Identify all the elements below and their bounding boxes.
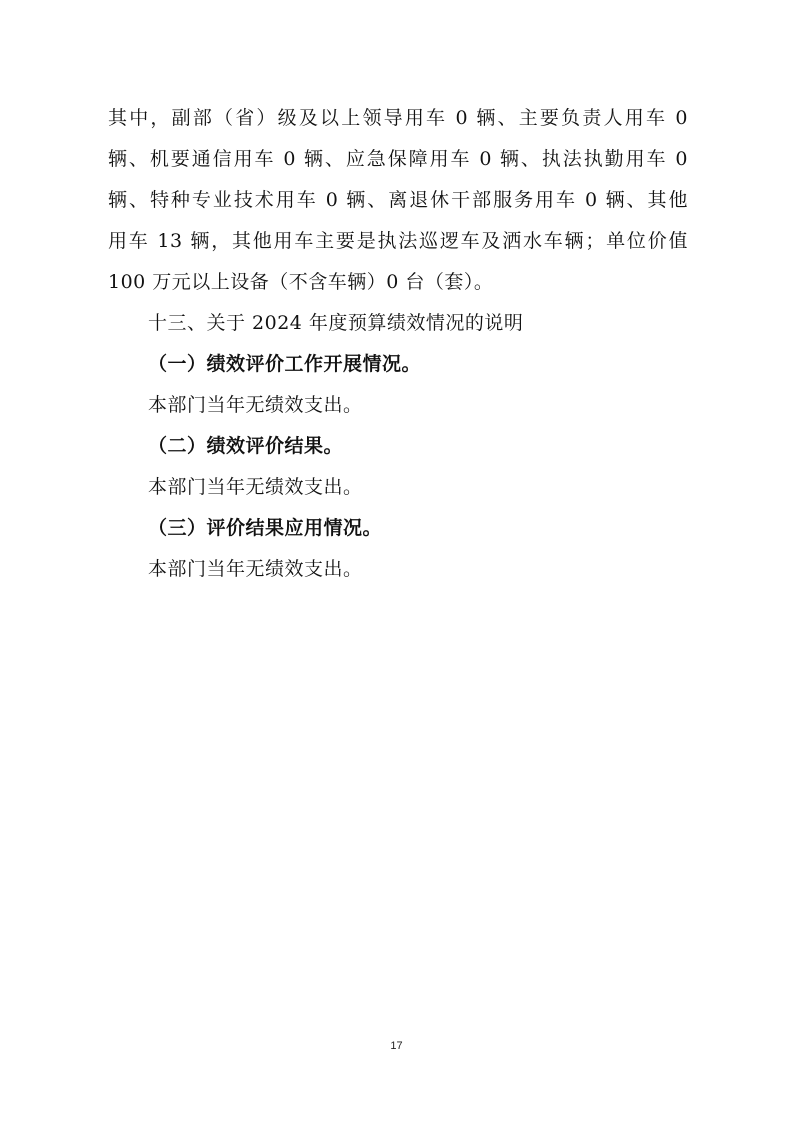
paragraph-line: 辆、机要通信用车 0 辆、应急保障用车 0 辆、执法执勤用车 0 — [108, 148, 688, 170]
subsection-body: 本部门当年无绩效支出。 — [148, 558, 363, 580]
paragraph-line: 用车 13 辆，其他用车主要是执法巡逻车及洒水车辆；单位价值 — [108, 230, 688, 252]
page-number: 17 — [390, 1040, 403, 1052]
subsection-body: 本部门当年无绩效支出。 — [148, 394, 363, 416]
subsection-heading: （二）绩效评价结果。 — [148, 435, 344, 457]
subsection-heading: （三）评价结果应用情况。 — [148, 517, 383, 539]
paragraph-line: 100 万元以上设备（不含车辆）0 台（套）。 — [108, 271, 494, 293]
section-heading: 十三、关于 2024 年度预算绩效情况的说明 — [148, 312, 524, 334]
subsection-heading: （一）绩效评价工作开展情况。 — [148, 353, 422, 375]
paragraph-line: 辆、特种专业技术用车 0 辆、离退休干部服务用车 0 辆、其他 — [108, 189, 688, 211]
paragraph-line: 其中，副部（省）级及以上领导用车 0 辆、主要负责人用车 0 — [108, 107, 688, 129]
subsection-body: 本部门当年无绩效支出。 — [148, 476, 363, 498]
